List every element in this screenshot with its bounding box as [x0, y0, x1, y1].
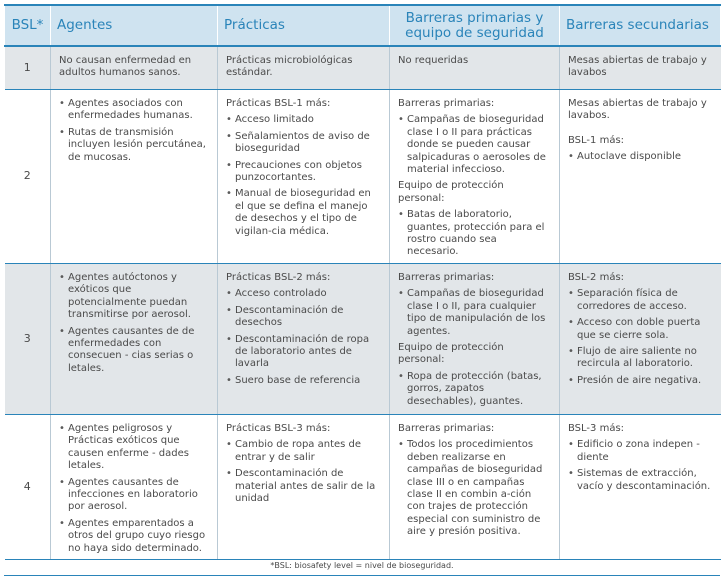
secundarias-list [568, 288, 713, 387]
list-item: • Sistemas de extracción, vacío y descontaminación. [568, 468, 713, 493]
agentes-list [59, 423, 209, 555]
list-item: • Todos los procedimientos deben realizarse en campañas de bioseguridad clase III o en campañas clase II en combin a-ción con trajes de protección especial con suministro de aire y presión positiva. [398, 439, 551, 538]
list-item: • Manual de bioseguridad en el que se defina el manejo de desechos y el tipo de vigilan-cia médica. [226, 188, 381, 238]
primarias-list [398, 288, 551, 338]
primarias-intro: Barreras primarias: [398, 271, 495, 283]
table-row-bsl-1 [5, 46, 721, 90]
barreras-primarias-cell [390, 90, 560, 264]
practicas-cell [218, 414, 390, 559]
header-bsl: BSL* [5, 5, 51, 46]
primarias-list [398, 114, 551, 176]
list-item: • Flujo de aire saliente no recircula al laboratorio. [568, 346, 713, 371]
list-item: • Descontaminación de ropa de laboratorio antes de lavarla [226, 334, 381, 371]
level-cell: 3 [5, 263, 51, 414]
practicas-cell [218, 90, 390, 264]
agentes-cell [51, 90, 218, 264]
practicas-list [226, 288, 381, 387]
agentes-text: No causan enfermedad en adultos humanos sanos. [59, 55, 192, 79]
list-item: • Ropa de protección (batas, gorros, zapatos desechables), guantes. [398, 371, 551, 408]
list-item: • Precauciones con objetos punzocortantes. [226, 160, 381, 185]
list-item: • Agentes peligrosos y Prácticas exóticos que causen enferme - dades letales. [59, 423, 209, 473]
barreras-primarias-cell [390, 46, 560, 90]
practicas-intro: Prácticas BSL-3 más: [226, 422, 331, 434]
list-item: • Cambio de ropa antes de entrar y de salir [226, 439, 381, 464]
list-item: • Suero base de referencia [226, 375, 381, 387]
secundarias-intro: BSL-2 más: [568, 271, 625, 283]
level-cell: 1 [5, 46, 51, 90]
table-row-bsl-4 [5, 414, 721, 559]
list-item: • Señalamientos de aviso de bioseguridad [226, 131, 381, 156]
epp-intro: Equipo de protección personal: [398, 180, 504, 204]
barreras-secundarias-cell [560, 90, 721, 264]
table-row-bsl-2 [5, 90, 721, 264]
barreras-secundarias-cell [560, 414, 721, 559]
agentes-list [59, 98, 209, 164]
level-cell: 2 [5, 90, 51, 264]
list-item: • Agentes causantes de de enfermedades con consecuen - cias serias o letales. [59, 326, 209, 376]
practicas-text: Prácticas microbiológicas estándar. [226, 55, 353, 79]
header-row [5, 5, 721, 46]
list-item: • Descontaminación de material antes de salir de la unidad [226, 468, 381, 505]
practicas-intro: Prácticas BSL-2 más: [226, 271, 331, 283]
primarias-intro: Barreras primarias: [398, 422, 495, 434]
header-barreras-primarias: Barreras primarias y equipo de seguridad [390, 5, 560, 46]
list-item: • Agentes emparentados a otros del grupo cuyo riesgo no haya sido determinado. [59, 518, 209, 555]
agentes-cell [51, 46, 218, 90]
list-item: • Rutas de transmisión incluyen lesión percutánea, de mucosas. [59, 127, 209, 164]
list-item: • Presión de aire negativa. [568, 375, 713, 387]
list-item: • Separación física de corredores de acceso. [568, 288, 713, 313]
list-item: • Agentes causantes de infecciones en laboratorio por aerosol. [59, 477, 209, 514]
list-item: • Acceso limitado [226, 114, 381, 126]
practicas-cell [218, 46, 390, 90]
primarias-intro: Barreras primarias: [398, 98, 495, 109]
footnote: *BSL: biosafety level = nivel de bioseguridad. [4, 556, 720, 576]
header-agentes: Agentes [51, 5, 218, 46]
practicas-list [226, 114, 381, 238]
secundarias-intro: BSL-1 más: [568, 134, 625, 146]
agentes-cell [51, 263, 218, 414]
table-row-bsl-3 [5, 263, 721, 414]
secundarias-list [568, 151, 713, 163]
epp-intro: Equipo de protección personal: [398, 341, 504, 366]
secundarias-list [568, 439, 713, 493]
practicas-cell [218, 263, 390, 414]
level-cell: 4 [5, 414, 51, 559]
list-item: • Agentes autóctonos y exóticos que potencialmente puedan transmitirse por aerosol. [59, 272, 209, 322]
list-item: • Agentes asociados con enfermedades humanas. [59, 98, 209, 123]
list-item: • Acceso controlado [226, 288, 381, 300]
primarias-text: No requeridas [398, 55, 469, 66]
barreras-primarias-cell [390, 414, 560, 559]
biosafety-table [4, 4, 721, 560]
primarias-list [398, 439, 551, 538]
barreras-primarias-cell [390, 263, 560, 414]
secundarias-intro: BSL-3 más: [568, 422, 625, 434]
list-item: • Campañas de bioseguridad clase I o II, para cualquier tipo de manipulación de los agentes. [398, 288, 551, 338]
epp-list [398, 209, 551, 259]
agentes-list [59, 272, 209, 375]
practicas-list [226, 439, 381, 505]
header-practicas: Prácticas [218, 5, 390, 46]
list-item: • Acceso con doble puerta que se cierre sola. [568, 317, 713, 342]
secundarias-text: Mesas abiertas de trabajo y lavabos [568, 55, 707, 79]
barreras-secundarias-cell [560, 263, 721, 414]
list-item: • Descontaminación de desechos [226, 305, 381, 330]
barreras-secundarias-cell [560, 46, 721, 90]
practicas-intro: Prácticas BSL-1 más: [226, 98, 331, 109]
list-item: • Edificio o zona indepen - diente [568, 439, 713, 464]
header-barreras-secundarias: Barreras secundarias [560, 5, 721, 46]
list-item: • Batas de laboratorio, guantes, protección para el rostro cuando sea necesario. [398, 209, 551, 259]
list-item: • Campañas de bioseguridad clase I o II para prácticas donde se pueden causar salpicaduras o aerosoles de material infeccioso. [398, 114, 551, 176]
agentes-cell [51, 414, 218, 559]
list-item: • Autoclave disponible [568, 151, 713, 163]
secundarias-text: Mesas abiertas de trabajo y lavabos. [568, 98, 707, 122]
epp-list [398, 371, 551, 408]
